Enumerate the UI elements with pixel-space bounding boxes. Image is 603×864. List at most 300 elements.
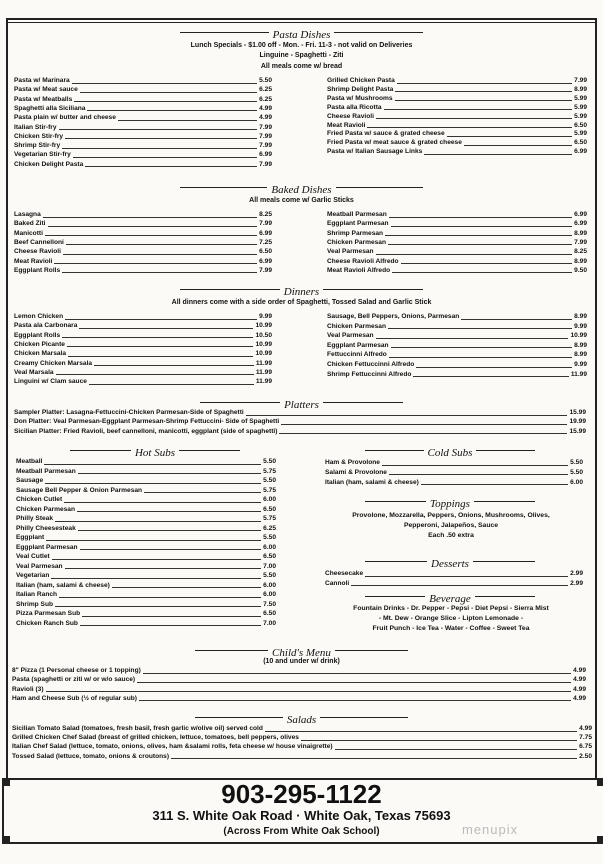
watermark: menupix bbox=[462, 822, 519, 837]
salads-heading: Salads bbox=[0, 710, 603, 724]
menu-item bbox=[327, 258, 587, 267]
item-name: Veal Parmesan bbox=[16, 562, 63, 570]
item-name: Chicken Fettuccinni Alfredo bbox=[327, 361, 415, 368]
item-price: 5.50 bbox=[263, 458, 276, 465]
item-price: 6.25 bbox=[263, 524, 276, 532]
menu-item bbox=[327, 95, 587, 104]
leader-line bbox=[137, 676, 571, 683]
item-price: 9.99 bbox=[574, 361, 587, 368]
item-name: Veal Marsala bbox=[14, 368, 54, 376]
menu-item bbox=[327, 86, 587, 95]
item-price: 8.25 bbox=[259, 211, 272, 218]
item-price: 6.00 bbox=[570, 478, 583, 486]
item-name: Veal Parmesan bbox=[327, 332, 374, 340]
menu-item bbox=[327, 220, 587, 229]
menu-item bbox=[12, 753, 592, 762]
baked-note: All meals come w/ Garlic Sticks bbox=[249, 197, 354, 204]
item-name: Baked Ziti bbox=[14, 220, 46, 228]
leader-line bbox=[59, 124, 258, 131]
leader-line bbox=[45, 477, 261, 484]
item-price: 10.99 bbox=[255, 340, 272, 348]
menu-item bbox=[16, 553, 276, 562]
item-name: Pasta w/ Meatballs bbox=[14, 95, 73, 103]
item-price: 6.75 bbox=[579, 743, 592, 751]
pasta-note-1: Lunch Specials - $1.00 off - Mon. - Fri. 11-3 - not valid on Deliveries bbox=[190, 42, 413, 49]
item-name: Chicken Delight Pasta bbox=[14, 160, 84, 168]
item-name: Pasta w/ Italian Sausage Links bbox=[327, 148, 423, 156]
item-price: 7.00 bbox=[263, 619, 276, 627]
menu-item bbox=[327, 342, 587, 351]
item-name: Meat Ravioli bbox=[14, 257, 53, 265]
menu-item bbox=[14, 409, 586, 418]
leader-line bbox=[281, 418, 567, 425]
menu-item bbox=[16, 534, 276, 543]
childs-menu-note: (10 and under w/ drink) bbox=[263, 658, 340, 665]
item-name: Cheese Ravioli bbox=[327, 112, 374, 120]
beverage-line-3: Fruit Punch - Ice Tea - Water - Coffee - Sweet Tea bbox=[372, 625, 530, 632]
item-name: Italian (ham, salami & cheese) bbox=[325, 478, 419, 486]
item-name: Italian (ham, salami & cheese) bbox=[16, 581, 110, 589]
item-price: 7.99 bbox=[574, 77, 587, 84]
menu-item bbox=[14, 267, 272, 276]
item-name: Pasta w/ Marinara bbox=[14, 77, 70, 84]
item-name: Cheesecake bbox=[325, 570, 364, 577]
leader-line bbox=[416, 361, 572, 368]
item-price: 6.00 bbox=[263, 543, 276, 551]
dinners-note: All dinners come with a side order of Spaghetti, Tossed Salad and Garlic Stick bbox=[171, 299, 432, 306]
item-name: Meatball Parmesan bbox=[16, 467, 76, 475]
item-price: 10.99 bbox=[255, 350, 272, 358]
item-name: Eggplant Rolls bbox=[14, 266, 61, 274]
menu-item bbox=[14, 230, 272, 239]
item-price: 5.50 bbox=[570, 468, 583, 476]
menu-item bbox=[14, 161, 272, 170]
item-price: 2.99 bbox=[570, 579, 583, 587]
item-name: Philly Steak bbox=[16, 515, 54, 522]
item-name: Pasta plain w/ butter and cheese bbox=[14, 114, 116, 122]
item-price: 4.99 bbox=[579, 725, 592, 732]
item-name: Italian Chef Salad (lettuce, tomato, onions, olives, ham &salami rolls, feta cheese w/ house vinaigrette) bbox=[12, 743, 333, 751]
item-price: 5.99 bbox=[574, 112, 587, 120]
item-price: 5.99 bbox=[574, 103, 587, 111]
item-name: Cannoli bbox=[325, 579, 350, 587]
item-price: 9.99 bbox=[259, 313, 272, 320]
leader-line bbox=[68, 350, 253, 357]
menu-item bbox=[12, 695, 586, 704]
desserts-heading: Desserts bbox=[305, 554, 595, 568]
item-price: 6.00 bbox=[263, 581, 276, 589]
beverage-line-2: - Mt. Dew - Orange Slice - Lipton Lemonade - bbox=[378, 615, 524, 622]
phone-number: 903-295-1122 bbox=[221, 779, 382, 809]
leader-line bbox=[65, 563, 262, 570]
item-name: Chicken Stir-fry bbox=[14, 132, 64, 140]
leader-line bbox=[397, 77, 572, 84]
leader-line bbox=[464, 139, 572, 146]
item-name: Sicilian Platter: Fried Ravioli, beef cannelloni, manicotti, eggplant (side of spaghetti) bbox=[14, 427, 278, 435]
menu-item bbox=[16, 620, 276, 629]
item-price: 15.99 bbox=[569, 409, 586, 416]
item-name: Chicken Picante bbox=[14, 340, 65, 348]
menu-item bbox=[16, 468, 276, 477]
item-price: 8.99 bbox=[574, 341, 587, 349]
leader-line bbox=[367, 122, 572, 129]
leader-line bbox=[44, 458, 261, 465]
item-name: Eggplant Parmesan bbox=[327, 341, 389, 349]
item-price: 7.99 bbox=[259, 142, 272, 150]
leader-line bbox=[74, 96, 257, 103]
menu-item bbox=[14, 322, 272, 331]
item-name: Chicken Parmesan bbox=[327, 238, 387, 246]
item-price: 11.99 bbox=[570, 370, 587, 378]
leader-line bbox=[388, 239, 572, 246]
address: 311 S. White Oak Road · White Oak, Texas 75693 bbox=[152, 808, 451, 823]
item-price: 4.99 bbox=[259, 104, 272, 112]
item-price: 6.50 bbox=[263, 610, 276, 617]
item-name: Beef Cannelloni bbox=[14, 238, 64, 246]
item-name: Chicken Parmesan bbox=[16, 505, 76, 513]
menu-item bbox=[14, 369, 272, 378]
menu-item bbox=[327, 130, 587, 139]
item-name: Shrimp Parmesan bbox=[327, 229, 384, 237]
leader-line bbox=[43, 211, 257, 218]
leader-line bbox=[79, 322, 253, 329]
item-name: Pasta w/ Mushrooms bbox=[327, 94, 393, 102]
item-name: Meat Ravioli Alfredo bbox=[327, 266, 391, 274]
menu-item bbox=[12, 676, 586, 685]
beverage-heading: Beverage bbox=[305, 589, 595, 603]
menu-item bbox=[327, 113, 587, 122]
item-price: 7.75 bbox=[579, 734, 592, 742]
menu-item bbox=[16, 582, 276, 591]
leader-line bbox=[55, 601, 261, 608]
item-price: 7.99 bbox=[259, 220, 272, 228]
leader-line bbox=[376, 332, 569, 339]
item-price: 11.99 bbox=[255, 359, 272, 367]
leader-line bbox=[62, 267, 257, 274]
item-price: 6.50 bbox=[263, 553, 276, 560]
leader-line bbox=[424, 148, 572, 155]
leader-line bbox=[82, 610, 261, 617]
leader-line bbox=[144, 487, 261, 494]
leader-line bbox=[63, 248, 257, 255]
menu-item bbox=[327, 77, 587, 86]
leader-line bbox=[389, 211, 572, 218]
cold-subs-heading: Cold Subs bbox=[305, 443, 595, 457]
menu-item bbox=[325, 459, 583, 468]
leader-line bbox=[447, 130, 573, 137]
item-name: Linguini w/ Clam sauce bbox=[14, 378, 87, 386]
menu-item bbox=[327, 230, 587, 239]
leader-line bbox=[72, 77, 257, 84]
item-name: Pasta ala Carbonara bbox=[14, 322, 78, 330]
leader-line bbox=[395, 95, 573, 102]
leader-line bbox=[421, 479, 568, 486]
leader-line bbox=[78, 525, 261, 532]
leader-line bbox=[384, 104, 573, 111]
item-name: Meatball Parmesan bbox=[327, 211, 387, 218]
item-price: 6.00 bbox=[263, 496, 276, 503]
item-price: 5.50 bbox=[259, 77, 272, 84]
menu-item bbox=[16, 591, 276, 600]
item-name: Spaghetti alla Siciliana bbox=[14, 104, 86, 112]
leader-line bbox=[51, 572, 261, 579]
leader-line bbox=[54, 258, 257, 265]
leader-line bbox=[80, 86, 257, 93]
item-name: Italian Stir-fry bbox=[14, 123, 57, 131]
item-price: 7.00 bbox=[263, 562, 276, 570]
leader-line bbox=[46, 686, 572, 693]
item-price: 6.50 bbox=[263, 505, 276, 513]
leader-line bbox=[59, 591, 261, 598]
menu-item bbox=[14, 360, 272, 369]
menu-item bbox=[327, 323, 587, 332]
menu-item bbox=[14, 428, 586, 437]
item-name: Cheese Ravioli Alfredo bbox=[327, 257, 399, 265]
menu-item bbox=[327, 332, 587, 341]
item-price: 6.99 bbox=[259, 151, 272, 159]
leader-line bbox=[171, 753, 577, 760]
menu-item bbox=[327, 351, 587, 360]
item-name: Pasta (spaghetti or ziti w/ or w/o sauce) bbox=[12, 676, 136, 684]
leader-line bbox=[401, 258, 573, 265]
menu-item bbox=[14, 105, 272, 114]
item-price: 5.50 bbox=[263, 477, 276, 484]
menu-item bbox=[14, 114, 272, 123]
leader-line bbox=[376, 113, 572, 120]
leader-line bbox=[65, 313, 257, 320]
item-name: Sausage Bell Pepper & Onion Parmesan bbox=[16, 486, 143, 494]
menu-item bbox=[16, 601, 276, 610]
menu-item bbox=[14, 151, 272, 160]
menu-item bbox=[14, 124, 272, 133]
menu-item bbox=[14, 133, 272, 142]
item-name: Vegetarian bbox=[16, 572, 50, 579]
item-price: 19.99 bbox=[569, 418, 586, 426]
menu-item bbox=[327, 371, 587, 380]
item-price: 7.99 bbox=[259, 160, 272, 168]
menu-item bbox=[16, 563, 276, 572]
item-name: Sausage bbox=[16, 477, 44, 484]
item-name: Grilled Chicken Pasta bbox=[327, 77, 395, 84]
menu-item bbox=[14, 239, 272, 248]
item-price: 6.99 bbox=[259, 257, 272, 265]
leader-line bbox=[389, 469, 568, 476]
item-price: 15.99 bbox=[569, 427, 586, 435]
leader-line bbox=[265, 725, 577, 732]
item-price: 4.99 bbox=[573, 685, 586, 693]
leader-line bbox=[94, 360, 254, 367]
menu-item bbox=[14, 258, 272, 267]
item-name: Pasta w/ Meat sauce bbox=[14, 86, 78, 94]
leader-line bbox=[279, 428, 567, 435]
item-price: 7.99 bbox=[259, 266, 272, 274]
item-name: Don Platter: Veal Parmesan-Eggplant Parmesan-Shrimp Fettuccini- Side of Spaghetti bbox=[14, 418, 280, 426]
item-price: 10.50 bbox=[255, 331, 272, 339]
item-price: 8.25 bbox=[574, 248, 587, 256]
item-name: Salami & Provolone bbox=[325, 468, 387, 476]
childs-menu-heading: Child's Menu bbox=[0, 643, 603, 657]
item-price: 6.99 bbox=[574, 211, 587, 218]
item-price: 10.99 bbox=[570, 332, 587, 340]
item-price: 7.50 bbox=[263, 600, 276, 608]
item-price: 10.99 bbox=[255, 322, 272, 330]
leader-line bbox=[246, 409, 568, 416]
leader-line bbox=[413, 371, 568, 378]
leader-line bbox=[391, 342, 573, 349]
item-price: 11.99 bbox=[255, 378, 272, 386]
hot-subs-heading: Hot Subs bbox=[10, 443, 300, 457]
item-price: 7.25 bbox=[259, 238, 272, 246]
leader-line bbox=[139, 695, 571, 702]
menu-item bbox=[327, 248, 587, 257]
item-name: Fried Pasta w/ meat sauce & grated cheese bbox=[327, 139, 462, 147]
toppings-heading: Toppings bbox=[305, 494, 595, 508]
item-name: Shrimp Sub bbox=[16, 600, 53, 608]
leader-line bbox=[65, 133, 257, 140]
beverage-line-1: Fountain Drinks - Dr. Pepper - Pepsi - Diet Pepsi - Sierra Mist bbox=[353, 605, 549, 612]
item-price: 8.99 bbox=[574, 85, 587, 93]
item-name: Ham & Provolone bbox=[325, 459, 380, 466]
menu-item bbox=[12, 667, 586, 676]
menu-item bbox=[325, 580, 583, 589]
menu-item bbox=[16, 487, 276, 496]
item-price: 6.25 bbox=[259, 86, 272, 94]
leader-line bbox=[66, 239, 257, 246]
item-name: Chicken Marsala bbox=[14, 350, 67, 358]
menu-item bbox=[14, 211, 272, 220]
leader-line bbox=[80, 620, 261, 627]
item-price: 2.99 bbox=[570, 570, 583, 577]
leader-line bbox=[55, 515, 261, 522]
menu-item bbox=[16, 544, 276, 553]
item-name: Sausage, Bell Peppers, Onions, Parmesan bbox=[327, 313, 460, 320]
leader-line bbox=[64, 496, 261, 503]
item-price: 5.99 bbox=[574, 94, 587, 102]
item-name: Lasagna bbox=[14, 211, 41, 218]
item-name: Veal Parmesan bbox=[327, 248, 374, 256]
leader-line bbox=[46, 534, 261, 541]
item-price: 4.99 bbox=[259, 114, 272, 122]
menu-item bbox=[14, 378, 272, 387]
item-name: Sampler Platter: Lasagna-Fettuccini-Chicken Parmesan-Side of Spaghetti bbox=[14, 409, 244, 416]
menu-item bbox=[16, 458, 276, 467]
menu-item bbox=[16, 515, 276, 524]
leader-line bbox=[461, 313, 572, 320]
item-name: Ham and Cheese Sub (½ of regular sub) bbox=[12, 694, 137, 702]
menu-item bbox=[327, 148, 587, 157]
item-price: 6.99 bbox=[574, 148, 587, 156]
item-price: 8.99 bbox=[574, 313, 587, 320]
menu-item bbox=[14, 86, 272, 95]
leader-line bbox=[56, 369, 254, 376]
item-price: 9.50 bbox=[574, 266, 587, 274]
item-name: Pizza Parmesan Sub bbox=[16, 610, 81, 617]
leader-line bbox=[376, 248, 573, 255]
item-price: 4.99 bbox=[573, 676, 586, 684]
item-price: 7.99 bbox=[259, 123, 272, 131]
menu-item bbox=[327, 361, 587, 370]
menu-item bbox=[14, 313, 272, 322]
item-name: Philly Cheesesteak bbox=[16, 524, 76, 532]
item-name: Pasta alla Ricotta bbox=[327, 103, 382, 111]
menu-item bbox=[16, 506, 276, 515]
leader-line bbox=[392, 267, 572, 274]
menu-item bbox=[16, 525, 276, 534]
leader-line bbox=[73, 151, 257, 158]
leader-line bbox=[389, 351, 572, 358]
item-price: 6.00 bbox=[263, 591, 276, 598]
item-price: 4.99 bbox=[573, 667, 586, 674]
menu-item bbox=[16, 572, 276, 581]
item-price: 9.99 bbox=[574, 322, 587, 330]
baked-heading: Baked Dishes bbox=[0, 180, 603, 194]
address-note: (Across From White Oak School) bbox=[223, 826, 380, 837]
leader-line bbox=[301, 734, 577, 741]
item-name: Creamy Chicken Marsala bbox=[14, 359, 93, 367]
menu-item bbox=[327, 104, 587, 113]
menu-item bbox=[327, 313, 587, 322]
item-price: 6.25 bbox=[259, 95, 272, 103]
leader-line bbox=[78, 468, 261, 475]
item-name: Vegetarian Stir-fry bbox=[14, 151, 71, 159]
menu-item bbox=[14, 220, 272, 229]
item-name: Veal Cutlet bbox=[16, 553, 50, 560]
item-name: Shrimp Stir-fry bbox=[14, 142, 61, 150]
menu-item bbox=[12, 743, 592, 752]
pasta-heading: Pasta Dishes bbox=[0, 25, 603, 39]
leader-line bbox=[382, 459, 568, 466]
item-price: 5.75 bbox=[263, 515, 276, 522]
top-border-inner bbox=[6, 22, 597, 23]
item-price: 5.99 bbox=[574, 130, 587, 138]
item-price: 5.75 bbox=[263, 486, 276, 494]
item-name: Eggplant Rolls bbox=[14, 331, 61, 339]
item-name: Cheese Ravioli bbox=[14, 248, 61, 256]
toppings-line-1: Provolone, Mozzarella, Peppers, Onions, Mushrooms, Olives, bbox=[352, 512, 550, 519]
leader-line bbox=[388, 323, 572, 330]
leader-line bbox=[77, 506, 261, 513]
leader-line bbox=[62, 142, 257, 149]
menu-item bbox=[14, 418, 586, 427]
item-price: 8.99 bbox=[574, 229, 587, 237]
menu-item bbox=[16, 610, 276, 619]
menu-item bbox=[327, 211, 587, 220]
item-price: 7.99 bbox=[259, 132, 272, 140]
menu-item bbox=[327, 139, 587, 148]
item-name: Grilled Chicken Chef Salad (breast of grilled chicken, lettuce, tomatoes, bell peppers, olives bbox=[12, 734, 299, 742]
menu-item bbox=[14, 350, 272, 359]
item-name: Fried Pasta w/ sauce & grated cheese bbox=[327, 130, 445, 138]
item-price: 6.50 bbox=[574, 121, 587, 129]
leader-line bbox=[391, 220, 573, 227]
toppings-line-3: Each .50 extra bbox=[428, 532, 474, 539]
leader-line bbox=[80, 544, 262, 551]
leader-line bbox=[89, 378, 254, 385]
item-name: Chicken Cutlet bbox=[16, 496, 63, 503]
item-name: Shrimp Delight Pasta bbox=[327, 85, 394, 93]
item-price: 5.50 bbox=[570, 459, 583, 466]
menu-item bbox=[14, 96, 272, 105]
item-price: 6.50 bbox=[574, 139, 587, 147]
menu-item bbox=[16, 496, 276, 505]
menu-item bbox=[325, 570, 583, 579]
item-name: Sicilian Tomato Salad (tomatoes, fresh basil, fresh garlic w/olive oil) served cold bbox=[12, 725, 263, 732]
menu-item bbox=[327, 267, 587, 276]
menu-item bbox=[12, 734, 592, 743]
item-name: 8" Pizza (1 Personal cheese or 1 topping) bbox=[12, 667, 141, 674]
item-name: Eggplant bbox=[16, 534, 45, 541]
item-name: Shrimp Fettuccinni Alfredo bbox=[327, 370, 412, 378]
